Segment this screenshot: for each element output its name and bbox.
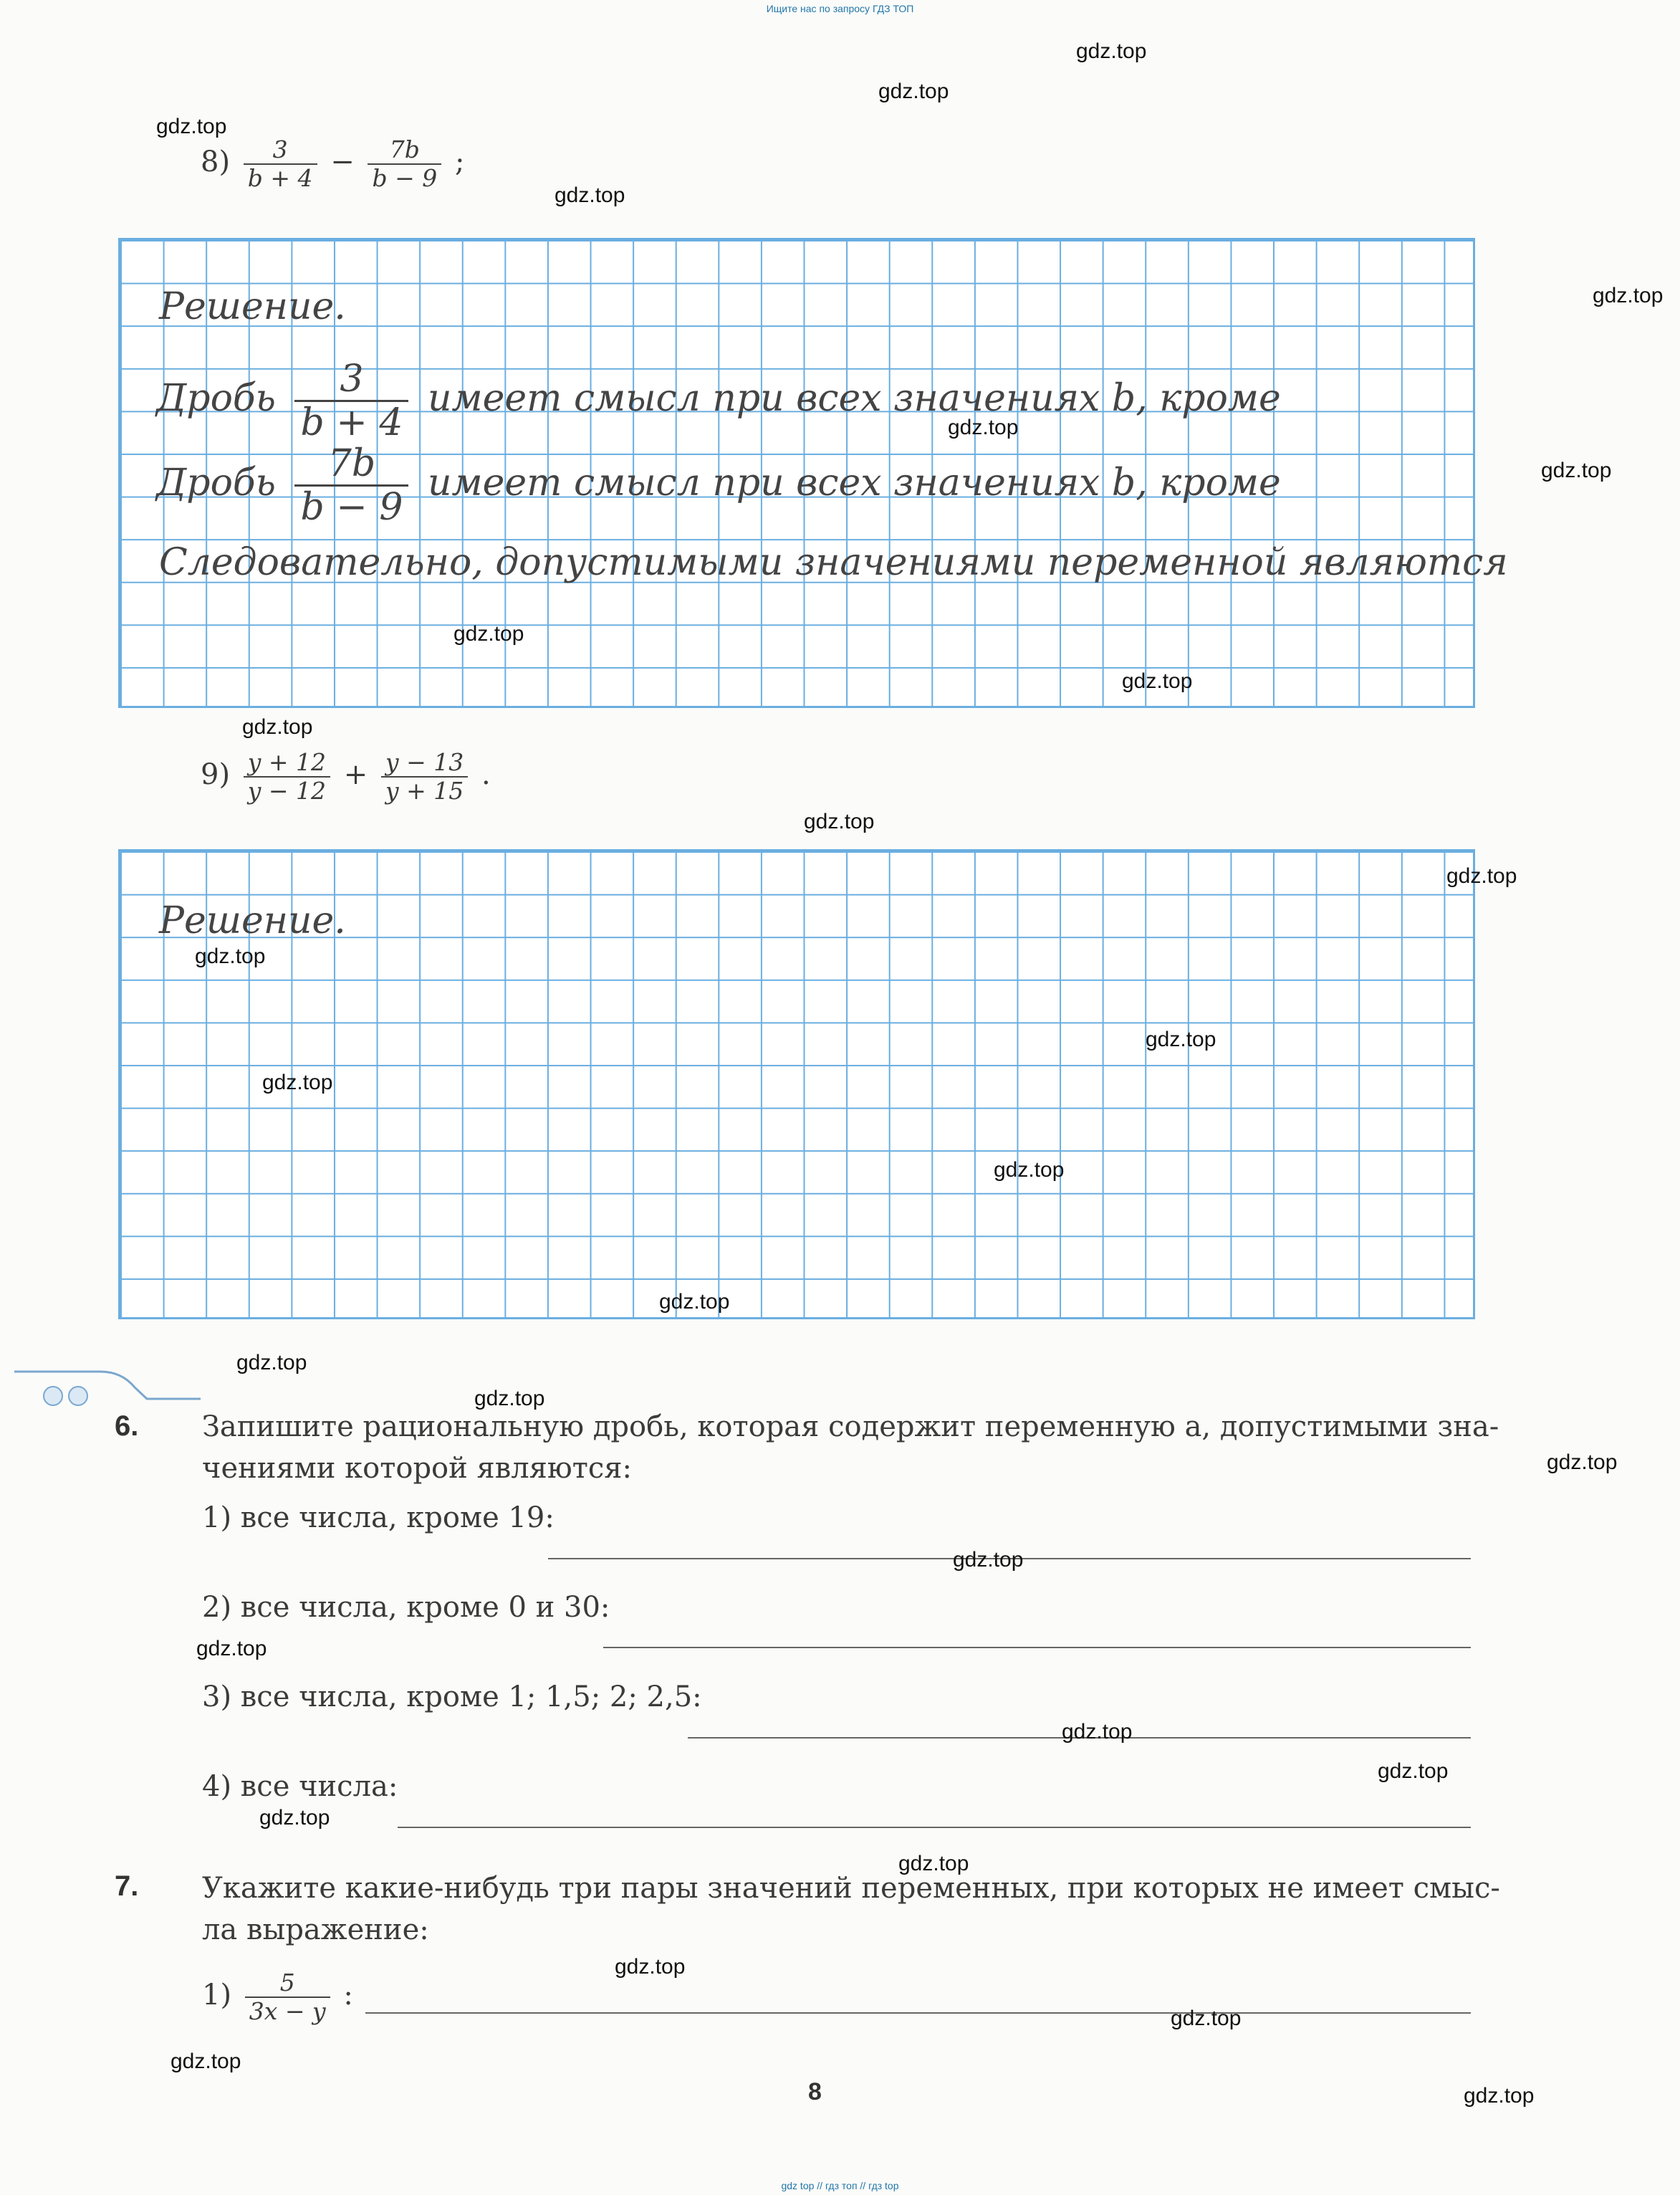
- exercise-9-expression: [201, 749, 491, 805]
- fraction-denominator: b − 9: [300, 486, 403, 530]
- watermark: gdz.top: [1146, 1028, 1216, 1051]
- header-note: Ищите нас по запросу ГДЗ ТОП: [766, 3, 914, 14]
- answer-line-4[interactable]: [398, 1827, 1471, 1828]
- watermark: gdz.top: [898, 1852, 969, 1875]
- task-6-item-1: 1) все числа, кроме 19:: [202, 1501, 555, 1534]
- watermark: gdz.top: [1076, 39, 1147, 63]
- inline-fraction: [294, 358, 408, 444]
- watermark: gdz.top: [1062, 1720, 1133, 1744]
- line-suffix: имеет смысл при всех значениях b, кроме: [427, 377, 1281, 421]
- watermark: gdz.top: [555, 183, 625, 207]
- fraction-denominator: b − 9: [372, 163, 438, 192]
- watermark: gdz.top: [242, 715, 313, 739]
- task-6-text-line-2: чениями которой являются:: [202, 1452, 632, 1485]
- fraction-denominator: b + 4: [247, 163, 313, 192]
- watermark: gdz.top: [1541, 459, 1612, 482]
- watermark: gdz.top: [948, 416, 1019, 439]
- operator: +: [343, 757, 368, 791]
- exercise-9-label: 9): [201, 757, 231, 791]
- watermark: gdz.top: [1446, 864, 1517, 888]
- watermark: gdz.top: [453, 622, 524, 646]
- watermark: gdz.top: [236, 1351, 307, 1374]
- inline-fraction: [294, 443, 408, 528]
- task-6-text: [202, 1406, 1499, 1489]
- fraction-denominator: y − 12: [247, 776, 327, 805]
- watermark: gdz.top: [259, 1806, 330, 1830]
- watermark: gdz.top: [1547, 1450, 1618, 1474]
- task-6-number: 6.: [115, 1410, 139, 1442]
- solution-line-3: Следовательно, допустимыми значениями переменной являются: [159, 541, 1508, 584]
- punctuation: ;: [454, 145, 465, 178]
- task-7-text-line-2: ла выражение:: [202, 1913, 429, 1946]
- exercise-9-fraction-1: [244, 749, 330, 805]
- watermark: gdz.top: [262, 1071, 333, 1094]
- exercise-8-label: 8): [201, 145, 231, 178]
- fraction-numerator: 7b: [368, 136, 441, 165]
- task-6-item-4: 4) все числа:: [202, 1770, 398, 1803]
- line-suffix: имеет смысл при всех значениях b, кроме: [427, 462, 1281, 505]
- watermark: gdz.top: [474, 1387, 545, 1410]
- fraction-numerator: 7b: [294, 443, 408, 487]
- page-number: 8: [808, 2078, 822, 2105]
- task-7-item-1-label: 1): [202, 1978, 232, 2012]
- answer-line-5[interactable]: [365, 2012, 1471, 2014]
- fraction-denominator: 3x − y: [249, 1996, 326, 2025]
- watermark: gdz.top: [1378, 1759, 1449, 1783]
- task-6-item-3: 3) все числа, кроме 1; 1,5; 2; 2,5:: [202, 1680, 702, 1713]
- line-prefix: Дробь: [156, 462, 276, 505]
- watermark: gdz.top: [1464, 2084, 1535, 2108]
- task-7-item-1: [202, 1969, 353, 2025]
- watermark: gdz.top: [804, 810, 875, 833]
- task-7-text-line-1: Укажите какие-нибудь три пары значений переменных, при которых не имеет смыс-: [202, 1872, 1500, 1905]
- watermark: gdz.top: [615, 1955, 686, 1979]
- task-7-fraction: [245, 1969, 330, 2025]
- punctuation: :: [343, 1978, 353, 2012]
- watermark: gdz.top: [156, 115, 227, 138]
- watermark: gdz.top: [195, 945, 266, 968]
- fraction-numerator: 3: [244, 136, 317, 165]
- separator-curve-icon: [14, 1362, 215, 1405]
- task-6-text-line-1: Запишите рациональную дробь, которая содержит переменную a, допустимыми зна-: [202, 1410, 1499, 1443]
- watermark: gdz.top: [196, 1637, 267, 1660]
- watermark: gdz.top: [1593, 284, 1664, 307]
- task-7-text: [202, 1868, 1500, 1951]
- fraction-denominator: y + 15: [385, 776, 464, 805]
- fraction-numerator: 5: [245, 1969, 330, 1998]
- exercise-9-fraction-2: [381, 749, 468, 805]
- solution-line-1: [156, 358, 1281, 444]
- task-6-item-2: 2) все числа, кроме 0 и 30:: [202, 1591, 610, 1624]
- line-prefix: Дробь: [156, 377, 276, 421]
- watermark: gdz.top: [994, 1158, 1065, 1182]
- answer-line-2[interactable]: [603, 1647, 1471, 1648]
- watermark: gdz.top: [171, 2050, 241, 2073]
- solution-title-8: Решение.: [159, 285, 346, 328]
- fraction-numerator: y − 13: [381, 749, 468, 778]
- exercise-8-fraction-1: [244, 136, 317, 192]
- fraction-numerator: y + 12: [244, 749, 330, 778]
- solution-title-9: Решение.: [159, 899, 346, 942]
- solution-line-2: [156, 443, 1281, 528]
- watermark: gdz.top: [953, 1548, 1024, 1572]
- operator: −: [330, 145, 355, 178]
- watermark: gdz.top: [659, 1290, 730, 1314]
- footer-note: gdz top // гдз топ // гдз top: [781, 2180, 899, 2191]
- fraction-denominator: b + 4: [300, 401, 403, 445]
- punctuation: .: [481, 757, 491, 791]
- exercise-8-fraction-2: [368, 136, 441, 192]
- fraction-numerator: 3: [294, 358, 408, 402]
- task-7-number: 7.: [115, 1870, 139, 1902]
- watermark: gdz.top: [1122, 669, 1193, 693]
- watermark: gdz.top: [1171, 2007, 1242, 2030]
- watermark: gdz.top: [878, 80, 949, 103]
- exercise-8-expression: [201, 136, 464, 192]
